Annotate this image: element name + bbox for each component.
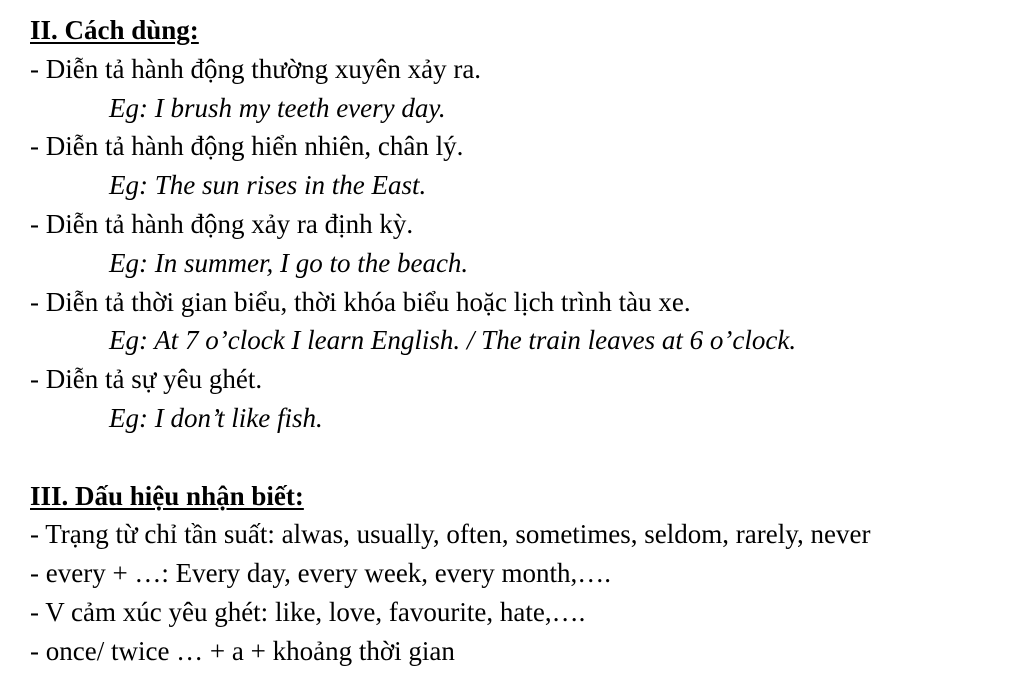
- usage-item: - Diễn tả thời gian biểu, thời khóa biểu hoặc lịch trình tàu xe.: [30, 286, 691, 317]
- usage-example: Eg: The sun rises in the East.: [109, 170, 427, 201]
- usage-example: Eg: I brush my teeth every day.: [109, 92, 446, 123]
- signs-item: - every + …: Every day, every week, every month,….: [30, 558, 612, 589]
- usage-example: Eg: In summer, I go to the beach.: [109, 247, 469, 278]
- section-spacer: [30, 438, 1020, 477]
- signs-item: - Trạng từ chỉ tần suất: alwas, usually, often, sometimes, seldom, rarely, never: [30, 519, 871, 550]
- usage-item: - Diễn tả hành động thường xuyên xảy ra.: [30, 53, 482, 84]
- signs-item: - V cảm xúc yêu ghét: like, love, favourite, hate,….: [30, 596, 586, 627]
- usage-item: - Diễn tả hành động xảy ra định kỳ.: [30, 208, 414, 239]
- usage-example: Eg: At 7 o’clock I learn English. / The train leaves at 6 o’clock.: [109, 325, 797, 356]
- signs-item: - once/ twice … + a + khoảng thời gian: [30, 635, 455, 666]
- usage-example: Eg: I don’t like fish.: [109, 402, 323, 433]
- usage-item: - Diễn tả sự yêu ghét.: [30, 364, 263, 395]
- usage-heading: II. Cách dùng:: [30, 15, 199, 45]
- signs-heading: III. Dấu hiệu nhận biết:: [30, 480, 304, 511]
- usage-item: - Diễn tả hành động hiển nhiên, chân lý.: [30, 131, 464, 162]
- document-page: [30, 11, 1020, 671]
